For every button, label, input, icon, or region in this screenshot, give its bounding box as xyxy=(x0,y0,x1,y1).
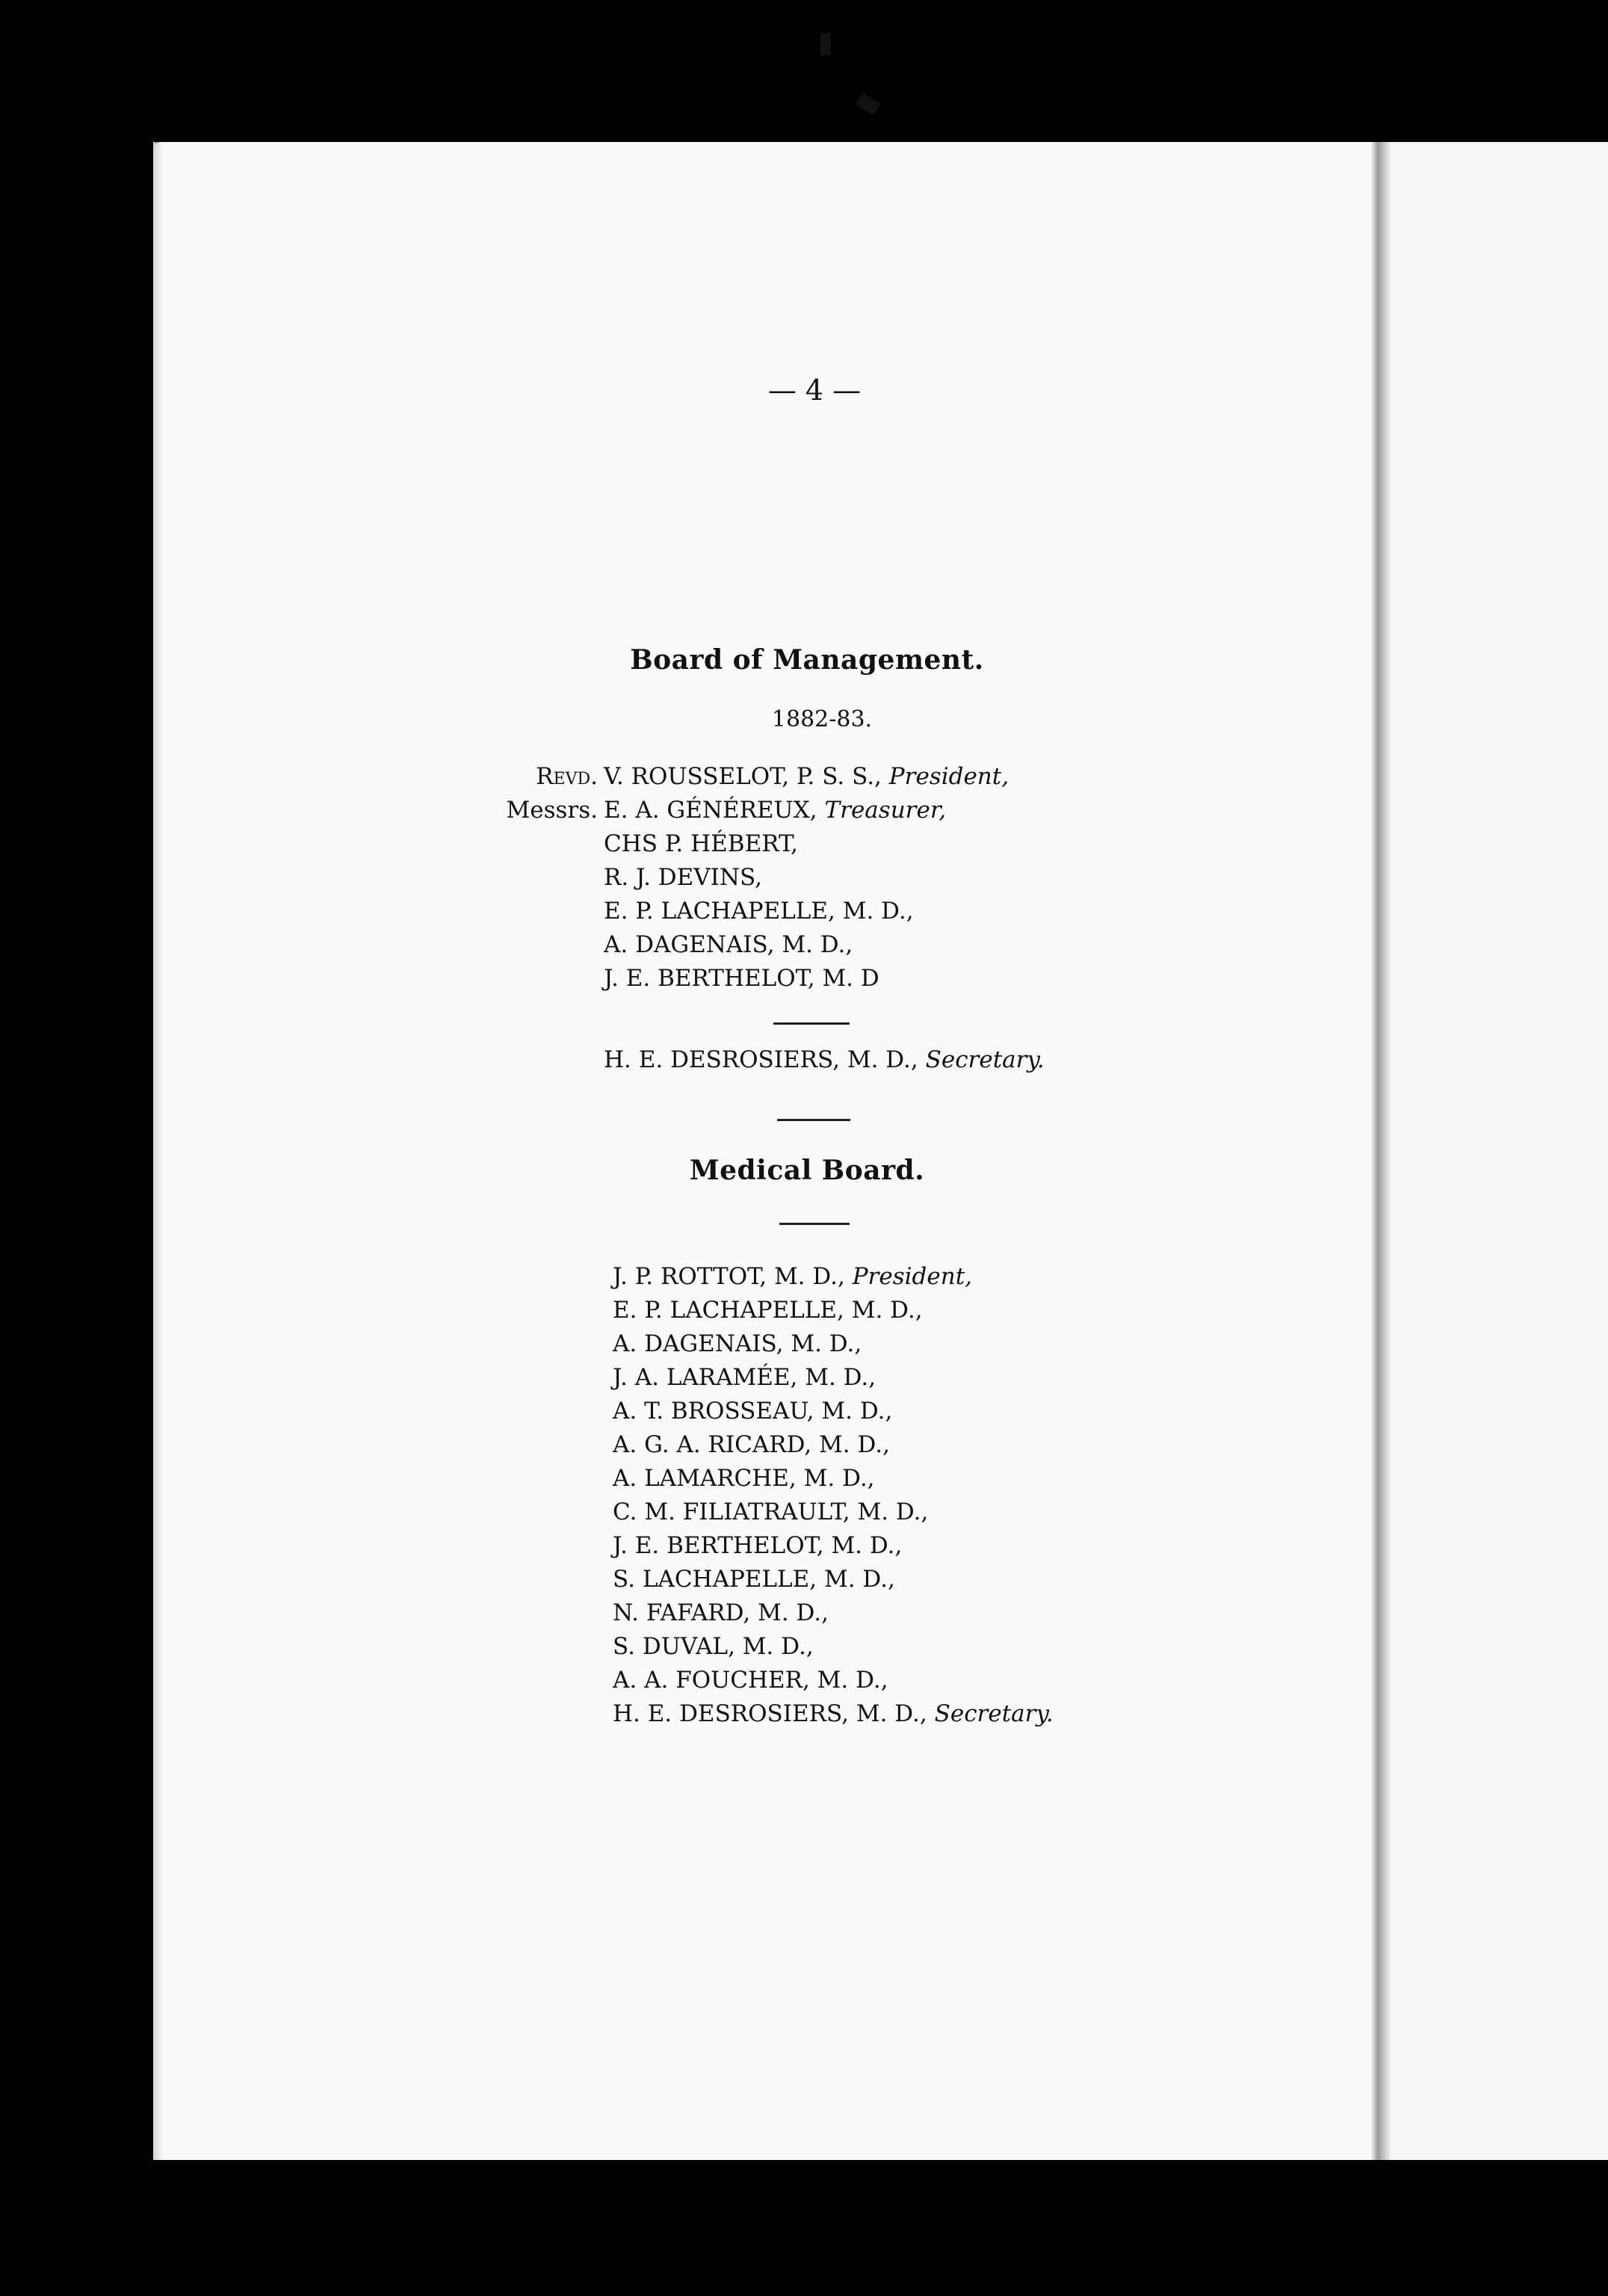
divider-rule xyxy=(773,1022,850,1025)
member-name: A. A. FOUCHER, M. D., xyxy=(613,1667,888,1694)
member-name: E. P. LACHAPELLE, M. D., xyxy=(604,898,914,925)
list-item xyxy=(613,1697,1054,1731)
member-name: S. LACHAPELLE, M. D., xyxy=(613,1566,895,1593)
member-name: V. ROUSSELOT, P. S. S., xyxy=(604,763,889,790)
list-item xyxy=(499,794,1009,827)
member-name: A. G. A. RICARD, M. D., xyxy=(613,1431,890,1458)
list-item xyxy=(499,861,1009,895)
member-name: A. DAGENAIS, M. D., xyxy=(613,1330,862,1357)
page-number: — 4 — xyxy=(767,374,862,407)
member-name: A. T. BROSSEAU, M. D., xyxy=(613,1398,893,1425)
member-name: H. E. DESROSIERS, M. D., xyxy=(604,1046,926,1073)
list-item xyxy=(613,1664,1054,1697)
member-name: N. FAFARD, M. D., xyxy=(613,1599,829,1626)
member-name: E. P. LACHAPELLE, M. D., xyxy=(613,1297,923,1324)
title-prefix: Revd. xyxy=(536,763,598,790)
list-item xyxy=(613,1395,1054,1428)
list-item xyxy=(499,962,1009,996)
list-item xyxy=(613,1630,1054,1664)
list-item xyxy=(613,1428,1054,1462)
member-role: President, xyxy=(888,763,1009,790)
board-secretary xyxy=(604,1046,1045,1073)
member-name: J. E. BERTHELOT, M. D., xyxy=(613,1532,903,1559)
list-item xyxy=(613,1563,1054,1596)
member-name: J. P. ROTTOT, M. D., xyxy=(613,1263,853,1290)
member-name: E. A. GÉNÉREUX, xyxy=(604,797,825,824)
member-role: President, xyxy=(852,1263,973,1290)
member-name: J. E. BERTHELOT, M. D xyxy=(604,965,879,992)
member-role: Treasurer, xyxy=(824,797,947,824)
board-of-management-heading: Board of Management. xyxy=(630,644,984,676)
member-name: A. DAGENAIS, M. D., xyxy=(604,931,853,958)
divider-rule xyxy=(779,1223,850,1225)
medical-board-heading: Medical Board. xyxy=(689,1155,925,1186)
member-name: J. A. LARAMÉE, M. D., xyxy=(613,1364,876,1391)
list-item xyxy=(613,1260,1054,1294)
list-item xyxy=(499,760,1009,794)
medical-members-list xyxy=(613,1260,1054,1731)
member-name: R. J. DEVINS, xyxy=(604,864,763,891)
list-item xyxy=(613,1361,1054,1395)
member-name: C. M. FILIATRAULT, M. D., xyxy=(613,1499,929,1525)
member-role: Secretary. xyxy=(934,1700,1054,1727)
member-name: S. DUVAL, M. D., xyxy=(613,1633,814,1660)
board-members-list xyxy=(499,760,1009,996)
list-item xyxy=(613,1462,1054,1496)
list-item xyxy=(613,1496,1054,1529)
term-year: 1882-83. xyxy=(771,706,873,732)
list-item xyxy=(499,895,1009,928)
list-item xyxy=(499,928,1009,962)
member-name: H. E. DESROSIERS, M. D., xyxy=(613,1700,935,1727)
list-item xyxy=(613,1596,1054,1630)
member-name: A. LAMARCHE, M. D., xyxy=(613,1465,875,1492)
list-item xyxy=(499,827,1009,861)
list-item xyxy=(613,1529,1054,1563)
member-role: Secretary. xyxy=(925,1046,1045,1073)
list-item xyxy=(613,1294,1054,1327)
title-prefix: Messrs. xyxy=(506,797,598,824)
list-item xyxy=(613,1327,1054,1361)
divider-rule xyxy=(777,1119,850,1121)
member-name: CHS P. HÉBERT, xyxy=(604,830,798,857)
